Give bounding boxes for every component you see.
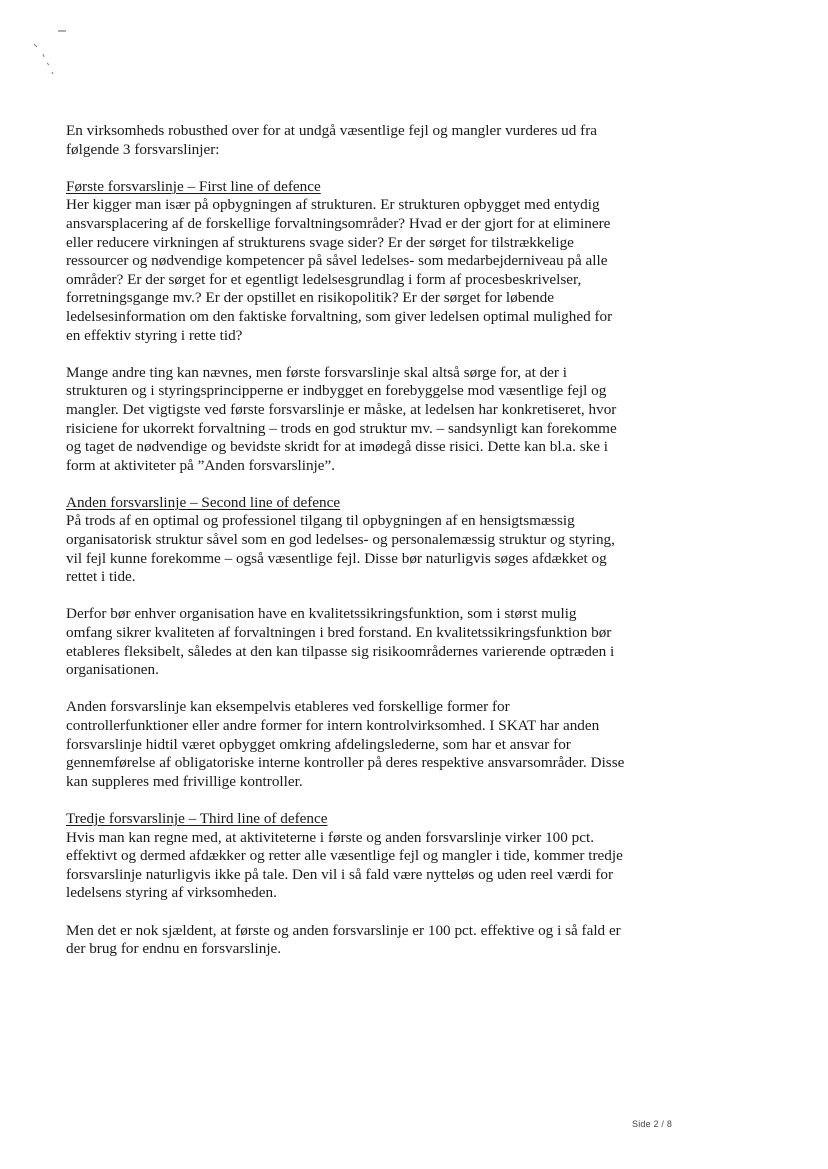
scan-artifact-marks <box>0 0 120 100</box>
spacer <box>66 475 626 494</box>
paragraph: Anden forsvarslinje kan eksempelvis etableres ved forskellige former for controllerfunktioner eller andre former for intern kontrolvirksomhed. I SKAT har anden forsvarslinje hidtil været opbygget omkring afdelingslederne, som har et ansvar for gennemførelse af obligatoriske interne kontroller på deres respektive ansvarsområder. Disse kan suppleres med frivillige kontroller. <box>66 698 625 790</box>
section-first-line <box>66 178 626 494</box>
paragraph: Men det er nok sjældent, at første og anden forsvarslinje er 100 pct. effektive og i så fald er der brug for endnu en forsvarslinje. <box>66 921 621 958</box>
document-body <box>66 122 626 959</box>
intro-paragraph: En virksomheds robusthed over for at undgå væsentlige fejl og mangler vurderes ud fra følgende 3 forsvarslinjer: <box>66 122 597 158</box>
spacer <box>66 903 626 922</box>
spacer <box>66 680 626 699</box>
spacer <box>66 587 626 606</box>
spacer <box>66 345 626 364</box>
page-number: Side 2 / 8 <box>632 1119 673 1129</box>
paragraph: Hvis man kan regne med, at aktiviteterne i første og anden forsvarslinje virker 100 pct. effektivt og dermed afdækker og retter alle væsentlige fejl og mangler i tide, kommer tredje forsvarslinje naturligvis ikke på tale. Den vil i så fald være nytteløs og uden reel værdi for ledelsens styring af virksomheden. <box>66 828 623 902</box>
section-heading: Første forsvarslinje – First line of defence <box>66 177 321 195</box>
spacer <box>66 791 626 810</box>
paragraph: Derfor bør enhver organisation have en kvalitetssikringsfunktion, som i størst mulig omfang sikrer kvaliteten af forvaltningen i bred forstand. En kvalitetssikringsfunktion bør etableres fleksibelt, således at den kan tilpasse sig risikoområdernes varierende optræden i organisationen. <box>66 605 615 679</box>
paragraph: På trods af en optimal og professionel tilgang til opbygningen af en hensigtsmæssig organisatorisk struktur såvel som en god ledelses- og personalemæssig struktur og styring, vil fejl kunne forekomme – også væsentlige fejl. Disse bør naturligvis søges afdækket og rettet i tide. <box>66 512 615 586</box>
paragraph: Mange andre ting kan nævnes, men første forsvarslinje skal altså sørge for, at der i strukturen og i styringsprincipperne er indbygget en forebyggelse mod væsentlige fejl og mangler. Det vigtigste ved første forsvarslinje er måske, at ledelsen har konkretiseret, hvor risiciene for ukorrekt forvaltning – trods en god struktur mv. – sandsynligt kan forekomme og taget de nødvendige og bevidste skridt for at imødegå disse risici. Dette kan bl.a. ske i form at aktiviteter på ”Anden forsvarslinje”. <box>66 363 617 474</box>
spacer <box>66 159 626 178</box>
paragraph: Her kigger man især på opbygningen af strukturen. Er strukturen opbygget med entydig ansvarsplacering af de forskellige forvaltningsområder? Hvad er der gjort for at eliminere eller reducere virkningen af strukturens svage sider? Er der sørget for tilstrækkelige ressourcer og nødvendige kompetencer på såvel ledelses- som medarbejderniveau på alle områder? Er der sørget for et egentligt ledelsesgrundlag i form af procesbeskrivelser, forretningsgange mv.? Er der opstillet en risikopolitik? Er der sørget for løbende ledelsesinformation om den faktiske forvaltning, som giver ledelsen optimal mulighed for en effektiv styring i rette tid? <box>66 196 613 344</box>
section-heading: Tredje forsvarslinje – Third line of defence <box>66 809 328 827</box>
section-second-line <box>66 494 626 810</box>
section-heading: Anden forsvarslinje – Second line of defence <box>66 493 341 511</box>
section-third-line <box>66 810 626 959</box>
